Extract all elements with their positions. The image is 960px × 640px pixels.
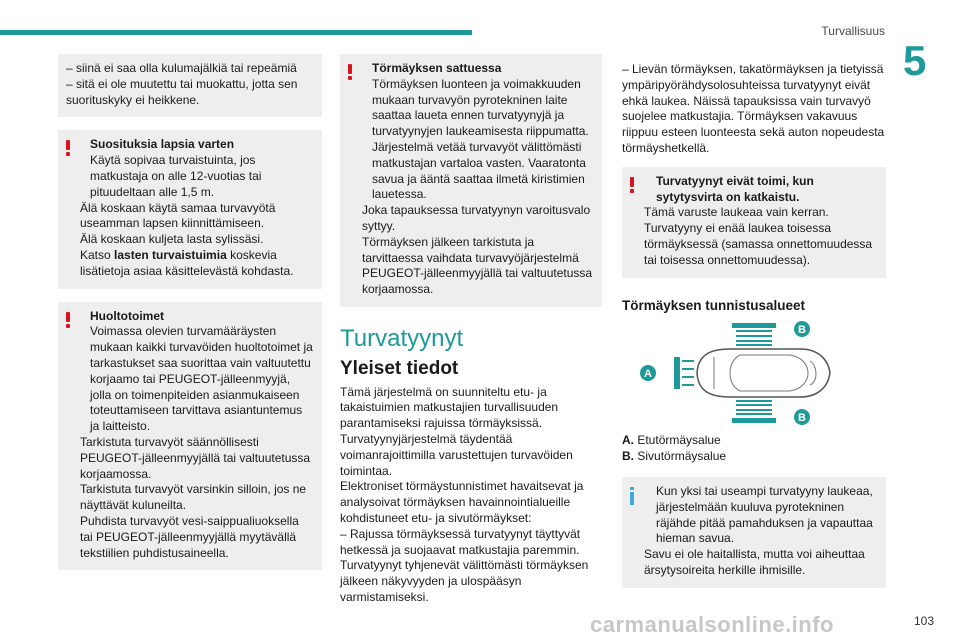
seatbelt-condition-note — [58, 54, 322, 117]
legend-item-a: A. Etutörmäysalue — [622, 433, 721, 448]
box-title: Turvatyynyt eivät toimi, kun sytytysvirta on katkaistu. — [656, 173, 814, 204]
watermark: carmanualsonline.info — [590, 612, 834, 637]
see-also: Katso lasten turvaistuimia koskevia lisätietoja asiaa käsittelevästä kohdasta. — [80, 247, 294, 278]
body-paragraph: Tämä järjestelmä on suunniteltu etu- ja takaistuimien matkustajien turvallisuuden parantamiseksi rajuissa törmäyksissä. Turvatyynyjärjestelmä täydentää voimanrajoittimilla varustettujen turvavöiden toimintaa. — [340, 384, 573, 478]
info-box — [622, 477, 886, 588]
box-line: Tarkistuta turvavyöt varsinkin silloin, jos ne näyttävät kuluneilta. — [80, 482, 307, 513]
zones-heading: Törmäyksen tunnistusalueet — [622, 297, 806, 313]
label-b-top: B — [798, 324, 806, 337]
ignition-warning-box — [622, 167, 886, 278]
warning-icon — [348, 64, 352, 78]
box-title: Huoltotoimet — [90, 308, 164, 323]
body-paragraph: – Rajussa törmäyksessä turvatyynyt täyttyvät hetkessä ja suojaavat matkustajia paremmin. Turvatyynyt tyhjenevät välittömästi törmäyksen jälkeen näkyvyyden ja ulospääsyn varmistamiseksi. — [340, 526, 589, 604]
box-line: Joka tapauksessa turvatyynyn varoitusvalo syttyy. — [362, 203, 591, 233]
label-a: A — [644, 368, 652, 381]
side-zone-bottom-arrows — [732, 401, 776, 423]
side-zone-top-arrows — [732, 323, 776, 345]
box-line: Tämä varuste laukeaa vain kerran. — [644, 205, 829, 220]
intro-paragraph: – Lievän törmäyksen, takatörmäyksen ja tietyissä ympäripyörähdysolosuhteissa turvatyynyt eivät ehkä laukea. Näissä tapauksissa vain turvavyö suojelee matkustajia. Törmäyksen vakavuus riippuu esteen luonteesta sekä auton nopeudesta törmäyshetkellä. — [622, 62, 885, 155]
box-line: Savu ei ole haitallista, mutta voi aiheuttaa ärsytysoireita herkille ihmisille. — [644, 547, 865, 577]
box-line: Voimassa olevien turvamääräysten mukaan kaikki turvavöiden huoltotoimet ja tarkastukset saa suorittaa vain valtuutettu korjaamo tai PEUGEOT-jälleenmyyjä, jolla on toimenpiteiden asianmukaiseen toteuttamiseen tarvittava asiantuntemus ja laitteisto. — [90, 324, 313, 434]
warning-icon — [630, 177, 634, 191]
box-line: Käytä sopivaa turvaistuinta, jos matkustaja on alle 12-vuotias tai pituudeltaan alle 1,5 m. — [90, 153, 262, 199]
box-line: Kun yksi tai useampi turvatyyny laukeaa, järjestelmään kuuluva pyrotekninen räjähde pitää pamahduksen ja vapauttaa hieman savua. — [656, 483, 873, 546]
box-title: Törmäyksen sattuessa — [372, 61, 502, 75]
box-line: Älä koskaan kuljeta lasta sylissäsi. — [80, 232, 264, 247]
body-paragraph: Elektroniset törmäystunnistimet havaitsevat ja analysoivat törmäyksen havainnointialueille kohdistuneet etu- ja sivutörmäykset: — [340, 479, 584, 525]
column-1 — [58, 54, 322, 583]
box-line: Puhdista turvavyöt vesi-saippualiuoksella tai PEUGEOT-jälleenmyyjällä myytävällä tekstiilien puhdistusaineella. — [80, 513, 299, 560]
box-title: Suosituksia lapsia varten — [90, 137, 235, 152]
label-b-bottom: B — [798, 412, 806, 425]
note-line: – sitä ei ole muutettu tai muokattu, jotta sen suorituskyky ei heikkene. — [66, 76, 298, 107]
note-line: – siinä ei saa olla kulumajälkiä tai repeämiä — [66, 61, 297, 75]
box-line: Tarkistuta turvavyöt säännöllisesti PEUGEOT-jälleenmyyjällä tai valtuutetussa korjaamossa. — [80, 434, 311, 481]
chapter-number: 5 — [903, 37, 927, 84]
page-number: 103 — [913, 614, 934, 628]
maintenance-warning-box — [58, 302, 322, 571]
section-heading: Turvatyynyt — [340, 324, 464, 352]
column-3 — [622, 62, 886, 601]
warning-icon — [66, 140, 70, 154]
info-icon — [630, 487, 634, 505]
collision-warning-box — [340, 54, 602, 307]
header-accent-bar — [0, 30, 472, 35]
children-warning-box — [58, 130, 322, 288]
column-2 — [340, 54, 602, 606]
warning-icon — [66, 312, 70, 326]
section-title: Turvallisuus — [821, 24, 885, 38]
box-line: Turvatyyny ei enää laukea toisessa törmäyksessä (samassa onnettomuudessa tai toisessa onnettomuudessa). — [644, 221, 873, 267]
box-line: Törmäyksen jälkeen tarkistuta ja tarvittaessa vaihdata turvavyöjärjestelmä PEUGEOT-jälleenmyyjällä tai valtuutetussa korjaamossa. — [362, 234, 593, 297]
subheading: Yleiset tiedot — [340, 357, 459, 379]
box-line: Törmäyksen luonteen ja voimakkuuden mukaan turvavyön pyrotekninen laite saattaa laueta ennen turvatyynyjä ja turvatyynyjen laukeamisesta riippumatta. Järjestelmä vetää turvavyöt välittömästi matkustajan vartaloa vasten. Vaaratonta savua ja ääntä saattaa ilmetä kiristimien lauetessa. — [372, 76, 589, 202]
front-zone-arrows — [674, 357, 694, 389]
see-link: lasten turvaistuimia — [114, 247, 227, 262]
legend-item-b: B. Sivutörmäysalue — [622, 449, 727, 464]
collision-zones-diagram — [622, 321, 882, 425]
car-top-view-illustration — [622, 321, 882, 425]
box-line: Älä koskaan käytä samaa turvavyötä useamman lapsen kiinnittämiseen. — [80, 200, 276, 231]
